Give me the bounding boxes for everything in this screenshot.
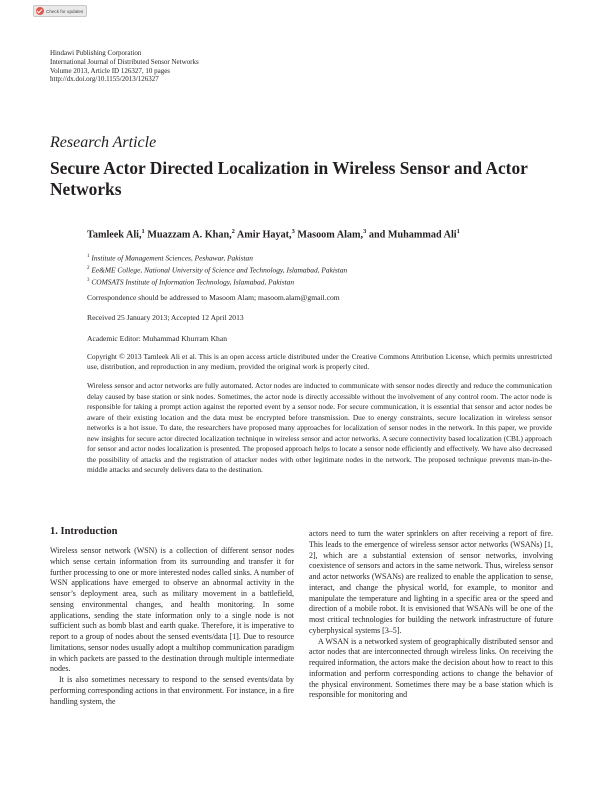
affiliations	[87, 252, 347, 288]
body-paragraph: A WSAN is a networked system of geographically distributed sensor and actor nodes that are interconnected through wireless links. On receiving the required information, the actors make the decision about how to react to this information and perform corresponding actions to change the behavior of the physical environment. Sometimes there may be a base station which is responsible for monitoring and	[309, 636, 553, 700]
badge-label: Check for updates	[46, 8, 84, 14]
author-name: Muazzam A. Khan,	[144, 229, 232, 241]
doi-link[interactable]: http://dx.doi.org/10.1155/2013/126327	[50, 75, 159, 84]
copyright-notice: Copyright © 2013 Tamleek Ali et al. This is an open access article distributed under the Creative Commons Attribution License, which permits unrestricted use, distribution, and reproduction in any medium, provided the original work is properly cited.	[87, 352, 552, 372]
publisher: Hindawi Publishing Corporation	[50, 49, 142, 57]
body-paragraph: It is also sometimes necessary to respond to the sensed events/data by performing corresponding actions in that environment. For instance, in a fire handling system, the	[50, 675, 294, 706]
journal-info	[50, 49, 199, 84]
section-heading: 1. Introduction	[50, 526, 118, 537]
affiliation-item	[87, 252, 347, 264]
volume-info: Volume 2013, Article ID 126327, 10 pages	[50, 66, 171, 75]
affiliation-sup: 3	[87, 277, 90, 283]
author-affil-sup: 1	[141, 228, 145, 235]
body-column-left	[50, 546, 294, 707]
author-name: Tamleek Ali,	[87, 229, 142, 241]
body-paragraph: Wireless sensor network (WSN) is a collection of different sensor nodes which sense certain information from its surrounding and transfer it for further processing to one or more interested nodes called sinks. A number of WSN applications have emerged to observe an abnormal activity in the sensor’s deployment area, such as military movement in a battlefield, sensing environmental changes, and health monitoring. In some applications, sending the state information only to a single node is not sufficient such as bomb blast and earth quake. Therefore, it is imperative to report to a group of nodes about the sensed events/data [1]. Due to resource limitations, sensor nodes usually adopt a multihop communication paradigm in which packets are passed to the destination through multiple intermediate nodes.	[50, 546, 294, 674]
author-affil-sup: 3	[363, 228, 367, 235]
received-accepted-dates: Received 25 January 2013; Accepted 12 April 2013	[87, 313, 244, 322]
body-column-right	[309, 529, 553, 701]
check-circle-icon	[36, 7, 44, 15]
article-type: Research Article	[50, 134, 157, 151]
journal-name: International Journal of Distributed Sensor Networks	[50, 57, 199, 66]
author-list	[87, 228, 460, 240]
affiliation-item	[87, 264, 347, 276]
affiliation-item	[87, 276, 347, 288]
author-affil-sup: 1	[456, 228, 460, 235]
affiliation-sup: 2	[87, 265, 90, 271]
paper-title: Secure Actor Directed Localization in Wireless Sensor and Actor Networks	[50, 158, 528, 199]
affiliation-text: Ee&ME College, National University of Science and Technology, Islamabad, Pakistan	[91, 265, 348, 275]
author-name: and Muhammad Ali	[366, 229, 457, 241]
author-affil-sup: 2	[231, 228, 235, 235]
correspondence: Correspondence should be addressed to Masoom Alam; masoom.alam@gmail.com	[87, 293, 340, 302]
body-paragraph: actors need to turn the water sprinklers on after receiving a report of fire. This leads to the emergence of wireless sensor actor networks (WSANs) [1, 2], which are a substantial extension of sensor networks, involving coexistence of sensors and actors in the same network. Thus, wireless sensor and actor networks (WSANs) are realized to enable the application to sense, interact, and change the physical world, for example, to monitor and manipulate the temperature and lighting in a specific area or the speed and direction of a mobile robot. It is envisioned that WSANs will be one of the most critical technologies for building the network infrastructure of future cyberphysical systems [3–5].	[309, 529, 553, 635]
author-affil-sup: 3	[291, 228, 295, 235]
academic-editor: Academic Editor: Muhammad Khurram Khan	[87, 334, 228, 343]
author-name: Masoom Alam,	[294, 229, 364, 241]
check-for-updates-badge[interactable]	[33, 5, 87, 17]
affiliation-text: COMSATS Institute of Information Technology, Islamabad, Pakistan	[91, 277, 295, 287]
affiliation-text: Institute of Management Sciences, Peshawar, Pakistan	[91, 253, 253, 263]
affiliation-sup: 1	[87, 254, 90, 259]
author-name: Amir Hayat,	[234, 229, 292, 241]
abstract: Wireless sensor and actor networks are fully automated. Actor nodes are inducted to communicate with sensor nodes directly and reduce the communication delay caused by base station or sink nodes. Sometimes, the actor node is directly accessible without the involvement of any control room. The actor node is responsible for taking a prompt action against the reported event by a sensor node. For secure communication, it is essential that sensor and actor nodes be aware of their existing location and the data must be encrypted before transmission. Due to energy constraints, secure localization in wireless sensor networks is a hot issue. To date, the researchers have proposed many approaches for localization of sensor nodes in the network. In this paper, we provide new insights for secure actor directed localization technique in wireless sensor and actor networks. A secure connectivity based localization (CBL) approach for sensor and actor nodes localization is presented. The proposed approach helps to locate a sensor node efficiently and effectively. We have also decreased the possibility of attacks and the registration of attacker nodes with other legitimate nodes in the network. The proposed technique prevents man-in-the-middle attacks and securely delivers data to the destination.	[87, 381, 552, 474]
